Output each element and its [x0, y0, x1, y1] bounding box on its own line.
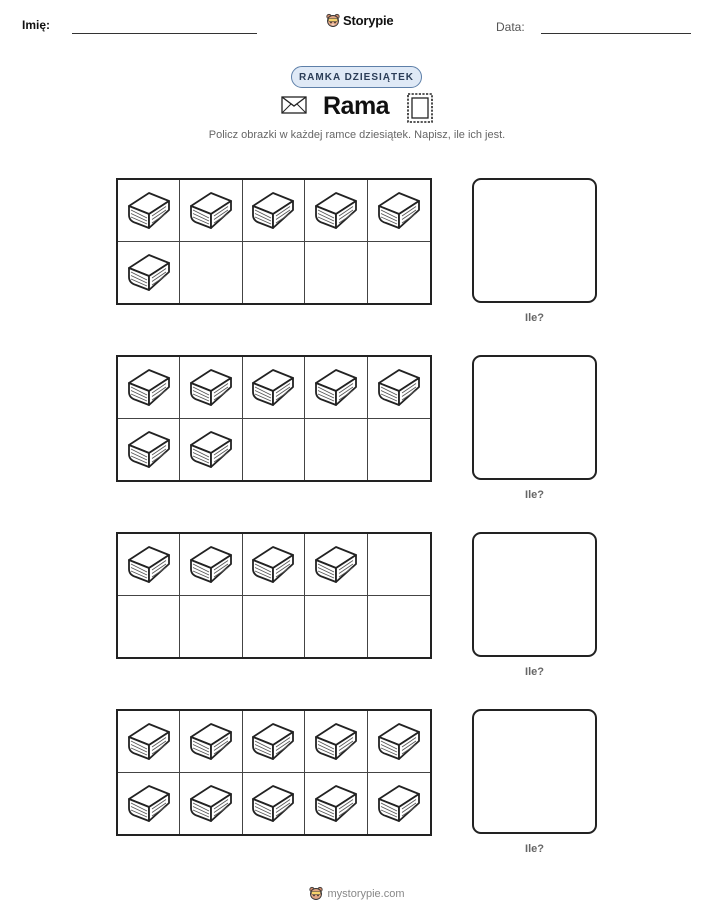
- frame-cell: [305, 419, 367, 481]
- book-icon: [312, 781, 360, 825]
- ten-frame: [116, 355, 432, 482]
- ten-frame: [116, 178, 432, 305]
- book-icon: [187, 781, 235, 825]
- frame-cell: [180, 180, 242, 242]
- book-icon: [249, 781, 297, 825]
- footer: [0, 886, 714, 901]
- book-icon: [375, 188, 423, 232]
- frame-cell: [368, 711, 430, 773]
- frame-cell: [368, 773, 430, 835]
- frame-cell: [368, 596, 430, 658]
- book-icon: [249, 188, 297, 232]
- frame-cell: [368, 419, 430, 481]
- frame-cell: [180, 534, 242, 596]
- frame-cell: [305, 534, 367, 596]
- book-icon: [375, 365, 423, 409]
- frame-cell: [243, 596, 305, 658]
- answer-box[interactable]: [472, 355, 597, 480]
- frame-cell: [118, 419, 180, 481]
- book-icon: [375, 719, 423, 763]
- footer-link[interactable]: mystorypie.com: [327, 887, 405, 900]
- envelope-icon: [281, 96, 307, 114]
- frame-cell: [243, 419, 305, 481]
- frame-cell: [243, 242, 305, 304]
- frame-cell: [180, 596, 242, 658]
- frame-cell: [118, 357, 180, 419]
- answer-label: Ile?: [525, 666, 544, 678]
- book-icon: [187, 719, 235, 763]
- ten-frame: [116, 532, 432, 659]
- page-title: Rama: [323, 92, 390, 120]
- answer-label: Ile?: [525, 312, 544, 324]
- brand-logo: [326, 13, 393, 28]
- book-icon: [187, 542, 235, 586]
- frame-cell: [180, 242, 242, 304]
- book-icon: [125, 188, 173, 232]
- frame-cell: [180, 357, 242, 419]
- frame-cell: [243, 773, 305, 835]
- book-icon: [249, 719, 297, 763]
- book-icon: [187, 188, 235, 232]
- frame-cell: [305, 711, 367, 773]
- frame-cell: [180, 711, 242, 773]
- answer-box[interactable]: [472, 178, 597, 303]
- frame-cell: [305, 180, 367, 242]
- frame-cell: [118, 534, 180, 596]
- bear-mascot-icon: [326, 13, 340, 28]
- frame-cell: [118, 596, 180, 658]
- answer-label: Ile?: [525, 843, 544, 855]
- bear-mascot-icon: [309, 886, 323, 901]
- ten-frame: [116, 709, 432, 836]
- book-icon: [312, 365, 360, 409]
- title-row: [279, 92, 435, 124]
- frame-cell: [305, 242, 367, 304]
- brand-name: Storypie: [343, 13, 394, 28]
- answer-box[interactable]: [472, 709, 597, 834]
- answer-label: Ile?: [525, 489, 544, 501]
- book-icon: [125, 719, 173, 763]
- stamp-icon: [406, 92, 434, 124]
- date-field[interactable]: [541, 33, 691, 34]
- book-icon: [312, 719, 360, 763]
- book-icon: [312, 188, 360, 232]
- book-icon: [249, 542, 297, 586]
- book-icon: [249, 365, 297, 409]
- frame-cell: [118, 242, 180, 304]
- book-icon: [187, 365, 235, 409]
- frame-cell: [305, 773, 367, 835]
- book-icon: [312, 542, 360, 586]
- book-icon: [125, 542, 173, 586]
- frame-cell: [368, 180, 430, 242]
- frame-cell: [243, 711, 305, 773]
- frame-cell: [368, 534, 430, 596]
- frame-cell: [180, 773, 242, 835]
- frame-cell: [180, 419, 242, 481]
- book-icon: [125, 427, 173, 471]
- frame-cell: [368, 242, 430, 304]
- frame-cell: [118, 180, 180, 242]
- date-label: Data:: [496, 20, 525, 34]
- name-field[interactable]: [72, 33, 257, 34]
- frame-cell: [305, 596, 367, 658]
- frame-cell: [243, 357, 305, 419]
- book-icon: [187, 427, 235, 471]
- instructions: Policz obrazki w każdej ramce dziesiątek. Napisz, ile ich jest.: [208, 129, 506, 141]
- book-icon: [125, 365, 173, 409]
- frame-cell: [368, 357, 430, 419]
- book-icon: [125, 781, 173, 825]
- name-label: Imię:: [22, 18, 51, 32]
- frame-cell: [118, 773, 180, 835]
- frame-cell: [243, 180, 305, 242]
- frame-cell: [305, 357, 367, 419]
- book-icon: [125, 250, 173, 294]
- frame-cell: [118, 711, 180, 773]
- book-icon: [375, 781, 423, 825]
- frame-cell: [243, 534, 305, 596]
- category-badge: RAMKA DZIESIĄTEK: [291, 66, 422, 88]
- answer-box[interactable]: [472, 532, 597, 657]
